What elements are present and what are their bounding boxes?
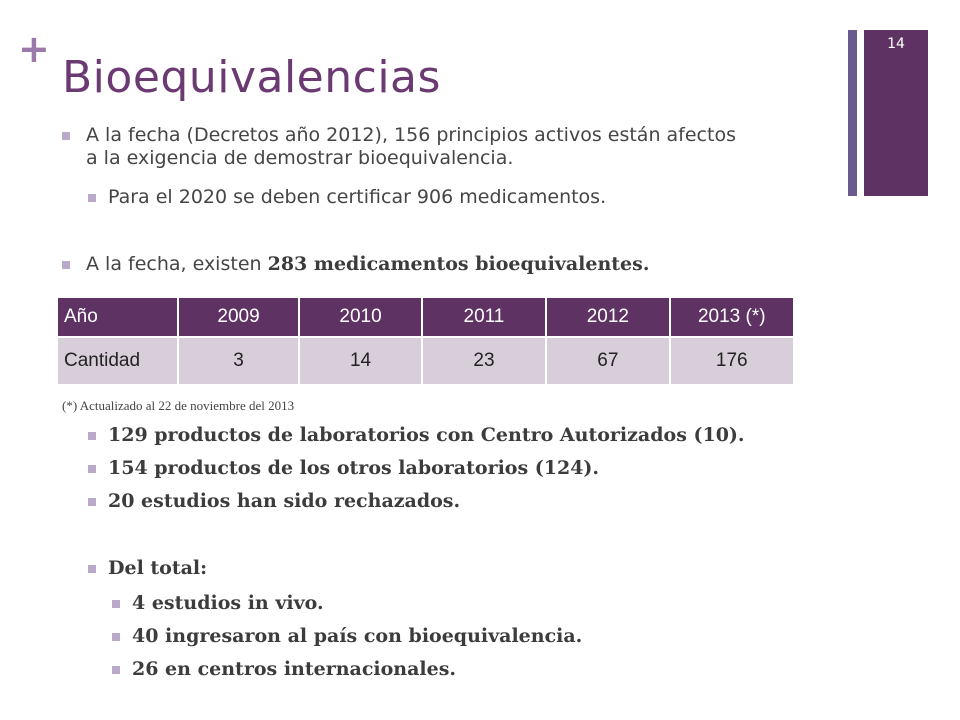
table-footnote: (*) Actualizado al 22 de noviembre del 2013 [62,398,295,413]
table-cell: 67 [546,337,669,385]
bullet-text-2 [86,253,649,276]
detail-1: 129 productos de laboratorios con Centro Autorizados (10). [108,424,745,446]
table-cell: 176 [670,337,794,385]
slide-number-box [864,30,928,196]
bullet-square-icon [88,565,96,573]
table-row [57,337,794,385]
bullet-text-1-line2: a la exigencia de demostrar bioequivalencia. [86,147,514,169]
bullet-square-icon [88,432,96,440]
bullet-square-icon [88,498,96,506]
bullet-square-icon [62,132,70,140]
table-header-cell: 2011 [422,297,546,337]
bullet-text-2-bold: 283 medicamentos bioequivalentes. [267,253,650,275]
table-cell: 14 [299,337,421,385]
table-cell: 3 [178,337,300,385]
table-cell: 23 [422,337,546,385]
table-header-cell: 2013 (*) [670,297,794,337]
bullet-text-1-line1: A la fecha (Decretos año 2012), 156 principios activos están afectos [86,124,736,146]
bullet-square-icon [112,666,120,674]
table-header-row [57,297,794,337]
total-item-1: 4 estudios in vivo. [132,592,324,614]
total-label: Del total: [108,557,208,579]
table-header-cell: 2009 [178,297,300,337]
bullet-text-1 [86,124,736,170]
bullet-text-2-prefix: A la fecha, existen [86,253,268,275]
bullet-square-icon [112,600,120,608]
detail-3: 20 estudios han sido rechazados. [108,490,461,512]
bullet-square-icon [88,194,96,202]
bullet-square-icon [112,633,120,641]
slide-number: 14 [887,36,905,52]
decor-stripe [848,30,857,196]
total-item-3: 26 en centros internacionales. [132,658,457,680]
bioequivalence-table [56,296,795,386]
detail-2: 154 productos de los otros laboratorios (124). [108,457,600,479]
table-header-cell: 2012 [546,297,669,337]
total-item-2: 40 ingresaron al país con bioequivalencia. [132,625,583,647]
bullet-square-icon [88,465,96,473]
slide-title: Bioequivalencias [62,52,441,103]
table-header-cell: Año [57,297,178,337]
table-row-label: Cantidad [57,337,178,385]
bullet-subtext-1: Para el 2020 se deben certificar 906 medicamentos. [108,186,607,208]
table-header-cell: 2010 [299,297,421,337]
plus-icon: + [18,27,50,71]
bullet-square-icon [62,261,70,269]
